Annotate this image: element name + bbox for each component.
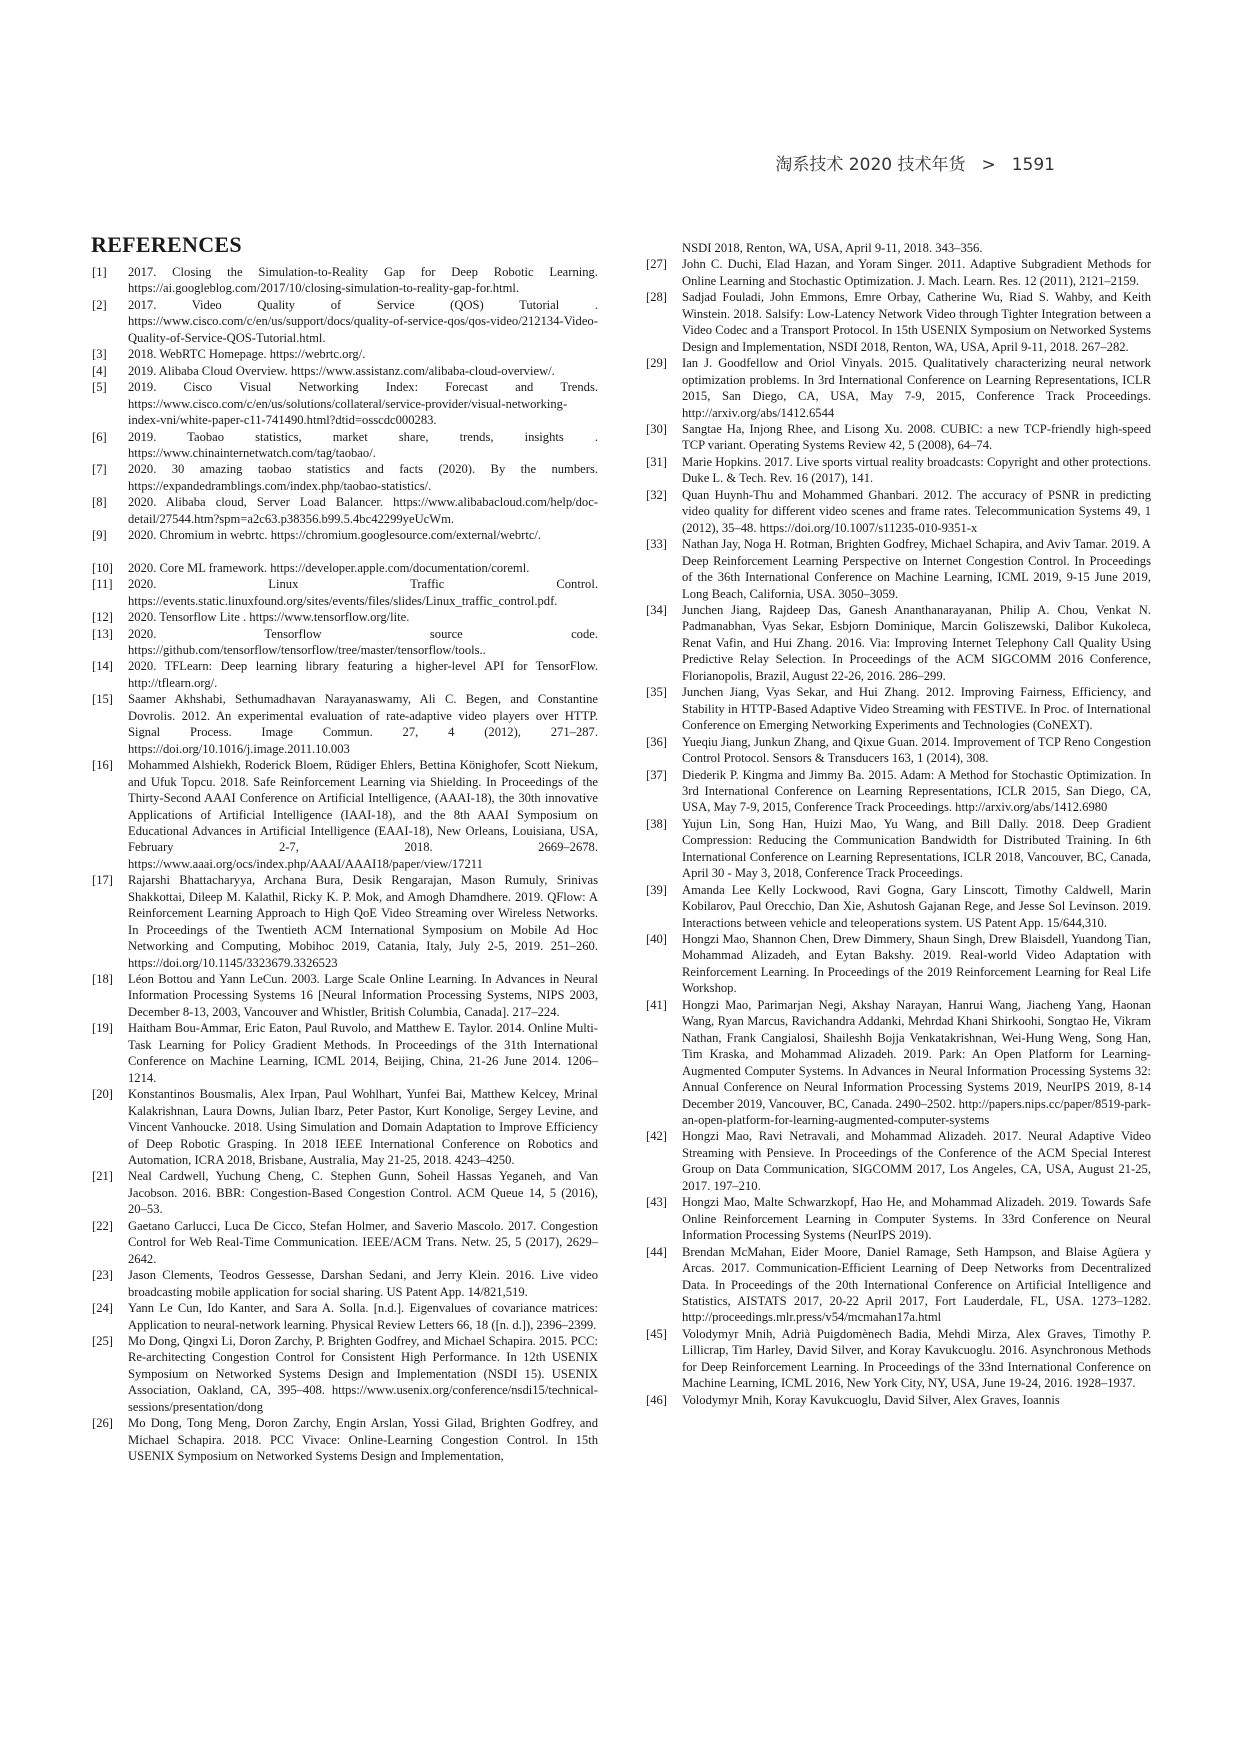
reference-number: [27] [646,257,667,272]
reference-number: [13] [92,626,113,641]
reference-text: Gaetano Carlucci, Luca De Cicco, Stefan Holmer, and Saverio Mascolo. 2017. Congestion Control for Web Real-Time Communication. IEEE/ACM Trans. Netw. 25, 5 (2017), 2629–2642. [128,1218,598,1266]
references-heading: REFERENCES [91,232,242,257]
reference-text: 2020. Tensorflow Lite . https://www.tensorflow.org/lite. [128,610,410,625]
reference-item [646,421,1151,454]
reference-number: [39] [646,882,667,897]
reference-item [92,1168,598,1217]
references-left-column [92,264,598,1465]
reference-text: Konstantinos Bousmalis, Alex Irpan, Paul Wohlhart, Yunfei Bai, Matthew Kelcey, Mrinal Kalakrishnan, Laura Downs, Julian Ibarz, Peter Pastor, Kurt Konolige, Sergey Levine, and Vincent Vanhoucke. 2018. Using Simulation and Domain Adaptation to Improve Efficiency of Deep Robotic Grasping. In 2018 IEEE International Conference on Robotics and Automation, ICRA 2018, Brisbane, Australia, May 21-25, 2018. 4243–4250. [128,1087,598,1168]
reference-text: Nathan Jay, Noga H. Rotman, Brighten Godfrey, Michael Schapira, and Aviv Tamar. 2019. A Deep Reinforcement Learning Perspective on Internet Congestion Control. In Proceedings of the 36th International Conference on Machine Learning, ICML 2019, 9-15 June 2019, Long Beach, California, USA. 3050–3059. [682,537,1151,601]
reference-item [646,487,1151,536]
reference-number: [32] [646,487,667,502]
reference-item [646,1326,1151,1392]
reference-number: [5] [92,380,107,395]
reference-text: Mohammed Alshiekh, Roderick Bloem, Rüdiger Ehlers, Bettina Könighofer, Scott Niekum, and Ufuk Topcu. 2018. Safe Reinforcement Learning via Shielding. In Proceedings of the Thirty-Second AAAI Conference on Artificial Intelligence, (AAAI-18), the 30th innovative Applications of Artificial Intelligence (IAAI-18), and the 8th AAAI Symposium on Educational Advances in Artificial Intelligence (EAAI-18), New Orleans, Louisiana, USA, February 2-7, 2018. 2669–2678. https://www.aaai.org/ocs/index.php/AAAI/AAAI18/paper/view/17211 [128,758,598,871]
reference-text: John C. Duchi, Elad Hazan, and Yoram Singer. 2011. Adaptive Subgradient Methods for Online Learning and Stochastic Optimization. J. Mach. Learn. Res. 12 (2011), 2121–2159. [682,257,1151,288]
reference-number: [6] [92,429,107,444]
reference-number: [34] [646,602,667,617]
reference-number: [22] [92,1218,113,1233]
reference-text: Hongzi Mao, Ravi Netravali, and Mohammad Alizadeh. 2017. Neural Adaptive Video Streaming with Pensieve. In Proceedings of the Conference of the ACM Special Interest Group on Data Communication, SIGCOMM 2017, Los Angeles, CA, USA, August 21-25, 2017. 197–210. [682,1129,1151,1193]
reference-item [646,997,1151,1129]
reference-text: 2018. WebRTC Homepage. https://webrtc.org/. [128,347,366,362]
reference-text: Léon Bottou and Yann LeCun. 2003. Large Scale Online Learning. In Advances in Neural Information Processing Systems 16 [Neural Information Processing Systems, NIPS 2003, December 8-13, 2003, Vancouver and Whistler, British Columbia, Canada]. 217–224. [128,972,598,1019]
reference-item [646,1194,1151,1243]
reference-item [92,346,598,362]
reference-item [92,626,598,659]
reference-item [92,691,598,757]
reference-item [92,1415,598,1464]
reference-text: Yann Le Cun, Ido Kanter, and Sara A. Solla. [n.d.]. Eigenvalues of covariance matrices: Application to neural-network learning. Physical Review Letters 66, 18 ([n. d.]), 2396–2399. [128,1301,598,1332]
reference-item [92,264,598,297]
reference-number: [21] [92,1169,113,1184]
reference-item [92,609,598,625]
reference-text: 2019. Alibaba Cloud Overview. https://www.assistanz.com/alibaba-cloud-overview/. [128,363,555,378]
reference-item [92,576,598,609]
reference-number: [17] [92,873,113,888]
reference-text: Volodymyr Mnih, Adrià Puigdomènech Badia, Mehdi Mirza, Alex Graves, Timothy P. Lillicrap, Tim Harley, David Silver, and Koray Kavukcuoglu. 2016. Asynchronous Methods for Deep Reinforcement Learning. In Proceedings of the 33nd International Conference on Machine Learning, ICML 2016, New York City, NY, USA, June 19-24, 2016. 1928–1937. [682,1326,1151,1391]
reference-number: [23] [92,1268,113,1283]
reference-item [646,454,1151,487]
reference-text: Saamer Akhshabi, Sethumadhavan Narayanaswamy, Ali C. Begen, and Constantine Dovrolis. 2012. An experimental evaluation of rate-adaptive video players over HTTP. Signal Process. Image Commun. 27, 4 (2012), 271–287. https://doi.org/10.1016/j.image.2011.10.003 [128,692,598,756]
reference-number: [11] [92,577,113,592]
reference-text: Mo Dong, Tong Meng, Doron Zarchy, Engin Arslan, Yossi Gilad, Brighten Godfrey, and Michael Schapira. 2018. PCC Vivace: Online-Learning Congestion Control. In 15th USENIX Symposium on Networked Systems Design and Implementation, [128,1416,598,1464]
reference-text: 2017. Video Quality of Service (QOS) Tutorial . https://www.cisco.com/c/en/us/support/docs/quality-of-service-qos/qos-video/212134-Video-Quality-of-Service-QOS-Tutorial.html. [128,297,598,345]
reference-item [646,256,1151,289]
reference-text: Ian J. Goodfellow and Oriol Vinyals. 2015. Qualitatively characterizing neural network optimization problems. In 3rd International Conference on Learning Representations, ICLR 2015, San Diego, CA, USA, May 7-9, 2015, Conference Track Proceedings. http://arxiv.org/abs/1412.6544 [682,356,1151,420]
reference-text: 2020. TFLearn: Deep learning library featuring a higher-level API for TensorFlow. http://tflearn.org/. [128,659,598,690]
reference-item [646,734,1151,767]
reference-text: Junchen Jiang, Vyas Sekar, and Hui Zhang. 2012. Improving Fairness, Efficiency, and Stability in HTTP-Based Adaptive Video Streaming with FESTIVE. In Proc. of International Conference on Emerging Networking Experiments and Technologies (CoNEXT). [682,685,1151,733]
reference-number: [46] [646,1392,667,1407]
reference-item [92,872,598,971]
reference-number: [26] [92,1416,113,1431]
reference-item [646,1128,1151,1194]
reference-item [92,1020,598,1086]
reference-text: Diederik P. Kingma and Jimmy Ba. 2015. Adam: A Method for Stochastic Optimization. In 3rd International Conference on Learning Representations, ICLR 2015, San Diego, CA, USA, May 7-9, 2015, Conference Track Proceedings. http://arxiv.org/abs/1412.6980 [682,767,1151,815]
reference-number: [2] [92,297,107,312]
reference-number: [31] [646,454,667,469]
reference-number: [30] [646,421,667,436]
reference-number: [28] [646,290,667,305]
reference-number: [9] [92,528,107,543]
reference-text: Rajarshi Bhattacharyya, Archana Bura, Desik Rengarajan, Mason Rumuly, Srinivas Shakkottai, Dileep M. Kalathil, Ricky K. P. Mok, and Amogh Dhamdhere. 2019. QFlow: A Reinforcement Learning Approach to High QoE Video Streaming over Wireless Networks. In Proceedings of the Twentieth ACM International Symposium on Mobile Ad Hoc Networking and Computing, Mobihoc 2019, Catania, Italy, July 2-5, 2019. 251–260. https://doi.org/10.1145/3323679.3326523 [128,873,598,970]
reference-item [92,560,598,576]
reference-item [92,297,598,346]
reference-item [92,494,598,527]
reference-item [92,379,598,428]
reference-number: [37] [646,767,667,782]
references-right-column [646,240,1151,1408]
reference-text: Yujun Lin, Song Han, Huizi Mao, Yu Wang, and Bill Dally. 2018. Deep Gradient Compression: Reducing the Communication Bandwidth for Distributed Training. In 6th International Conference on Learning Representations, ICLR 2018, Vancouver, BC, Canada, April 30 - May 3, 2018, Conference Track Proceedings. [682,816,1151,881]
reference-item [92,363,598,379]
reference-item [646,816,1151,882]
reference-text: Yueqiu Jiang, Junkun Zhang, and Qixue Guan. 2014. Improvement of TCP Reno Congestion Control Protocol. Sensors & Transducers 163, 1 (2014), 308. [682,734,1151,766]
reference-text: Marie Hopkins. 2017. Live sports virtual reality broadcasts: Copyright and other protections. Duke L. & Tech. Rev. 16 (2017), 141. [682,454,1151,486]
reference-number: [10] [92,560,113,575]
reference-item [92,757,598,872]
reference-number: [14] [92,659,113,674]
reference-number: [38] [646,816,667,831]
reference-item [646,536,1151,602]
reference-text: Quan Huynh-Thu and Mohammed Ghanbari. 2012. The accuracy of PSNR in predicting video quality for different video scenes and frame rates. Telecommunication Systems 49, 1 (2012), 35–48. https://doi.org/10.1007/s11235-010-9351-x [682,487,1151,535]
reference-number: [35] [646,685,667,700]
reference-item [92,658,598,691]
reference-item [646,1244,1151,1326]
reference-item [92,1086,598,1168]
reference-number: [25] [92,1334,113,1348]
reference-number: [7] [92,462,107,477]
reference-text: Hongzi Mao, Shannon Chen, Drew Dimmery, Shaun Singh, Drew Blaisdell, Yuandong Tian, Mohammad Alizadeh, and Eytan Bakshy. 2019. Real-world Video Adaptation with Reinforcement Learning. In Proceedings of the 2019 Reinforcement Learning for Real Life Workshop. [682,932,1151,996]
reference-number: [41] [646,997,667,1012]
reference-text: Haitham Bou-Ammar, Eric Eaton, Paul Ruvolo, and Matthew E. Taylor. 2014. Online Multi-Task Learning for Policy Gradient Methods. In Proceedings of the 31th International Conference on Machine Learning, ICML 2014, Beijing, China, 21-26 June 2014. 1206–1214. [128,1021,598,1085]
reference-number: [4] [92,363,107,378]
reference-text: 2020. Tensorflow source code. https://github.com/tensorflow/tensorflow/tree/master/tensorflow/tools.. [128,626,598,657]
reference-item [92,1267,598,1300]
references-right-list [646,256,1151,1408]
reference-continuation: NSDI 2018, Renton, WA, USA, April 9-11, 2018. 343–356. [682,241,983,255]
reference-text: 2020. Chromium in webrtc. https://chromium.googlesource.com/external/webrtc/. [128,528,542,543]
reference-text: 2020. 30 amazing taobao statistics and facts (2020). By the numbers. https://expandedramblings.com/index.php/taobao-statistics/. [128,462,598,493]
reference-item [92,1300,598,1333]
reference-number: [36] [646,734,667,749]
reference-item [646,931,1151,997]
book-title: 淘系技术 2020 技术年货 [775,155,966,175]
reference-text: Junchen Jiang, Rajdeep Das, Ganesh Ananthanarayanan, Philip A. Chou, Venkat N. Padmanabhan, Vyas Sekar, Esbjorn Dominique, Marcin Goliszewski, Dalibor Kukoleca, Renat Vafin, and Hui Zhang. 2016. Via: Improving Internet Telephony Call Quality Using Predictive Relay Selection. In Proceedings of the ACM SIGCOMM 2016 Conference, Florianopolis, Brazil, August 22-26, 2016. 286–299. [682,602,1151,683]
reference-number: [43] [646,1195,667,1210]
reference-text: Mo Dong, Qingxi Li, Doron Zarchy, P. Brighten Godfrey, and Michael Schapira. 2015. PCC: Re-architecting Congestion Control for Consistent High Performance. In 12th USENIX Symposium on Networked Systems Design and Implementation (NSDI 15). USENIX Association, Oakland, CA, 395–408. https://www.usenix.org/conference/nsdi15/technical-sessions/presentation/dong [128,1334,598,1414]
reference-text: Volodymyr Mnih, Koray Kavukcuoglu, David Silver, Alex Graves, Ioannis [682,1392,1060,1407]
reference-text: Brendan McMahan, Eider Moore, Daniel Ramage, Seth Hampson, and Blaise Agüera y Arcas. 2017. Communication-Efficient Learning of Deep Networks from Decentralized Data. In Proceedings of the 20th International Conference on Artificial Intelligence and Statistics, AISTATS 2017, 20-22 April 2017, Fort Lauderdale, FL, USA. 1273–1282. http://proceedings.mlr.press/v54/mcmahan17a.html [682,1244,1151,1325]
reference-number: [20] [92,1087,113,1102]
reference-text: 2020. Alibaba cloud, Server Load Balancer. https://www.alibabacloud.com/help/doc-detail/27544.htm?spm=a2c63.p38356.b99.5.4bc42299yeUcWm. [128,495,598,526]
reference-item [92,1218,598,1267]
reference-number: [3] [92,347,107,362]
reference-number: [42] [646,1129,667,1144]
reference-number: [1] [92,265,107,279]
reference-item [92,527,598,543]
page-number: 1591 [1011,155,1055,175]
reference-item [646,767,1151,816]
reference-item [646,355,1151,421]
reference-text: Jason Clements, Teodros Gessesse, Darshan Sedani, and Jerry Klein. 2016. Live video broadcasting mobile application for social sharing. US Patent App. 14/821,519. [128,1268,598,1299]
reference-item [92,971,598,1020]
reference-text: 2017. Closing the Simulation-to-Reality Gap for Deep Robotic Learning. https://ai.googleblog.com/2017/10/closing-simulation-to-reality-gap-for.html. [128,265,598,296]
reference-number: [44] [646,1244,667,1259]
reference-number: [15] [92,692,113,707]
reference-number: [45] [646,1326,667,1341]
reference-text: 2019. Taobao statistics, market share, trends, insights . https://www.chinainternetwatch.com/tag/taobao/. [128,429,598,460]
reference-item [646,1392,1151,1408]
reference-number: [8] [92,495,107,510]
reference-item [646,602,1151,684]
reference-number: [29] [646,356,667,371]
reference-number: [19] [92,1021,113,1036]
reference-item [92,1333,598,1415]
reference-item [92,461,598,494]
reference-number: [24] [92,1301,113,1316]
reference-number: [12] [92,610,113,625]
reference-number: [18] [92,972,113,987]
header-separator: > [981,155,996,175]
reference-text: Hongzi Mao, Parimarjan Negi, Akshay Narayan, Hanrui Wang, Jiacheng Yang, Haonan Wang, Ryan Marcus, Ravichandra Addanki, Mehrdad Khani Shirkoohi, Songtao He, Vikram Nathan, Frank Cangialosi, Shaileshh Bojja Venkatakrishnan, Wei-Hung Weng, Song Han, Tim Kraska, and Mohammad Alizadeh. 2019. Park: An Open Platform for Learning-Augmented Computer Systems. In Advances in Neural Information Processing Systems 32: Annual Conference on Neural Information Processing Systems 2019, NeurIPS 2019, 8-14 December 2019, Vancouver, BC, Canada. 2490–2502. http://papers.nips.cc/paper/8519-park-an-open-platform-for-learning-augmented-computer-systems [682,997,1151,1128]
page-header [775,150,1055,175]
reference-number: [16] [92,758,113,773]
reference-text: Hongzi Mao, Malte Schwarzkopf, Hao He, and Mohammad Alizadeh. 2019. Towards Safe Online Reinforcement Learning in Computer Systems. In 33rd Conference on Neural Information Processing Systems (NeurIPS 2019). [682,1195,1151,1243]
reference-text: Sadjad Fouladi, John Emmons, Emre Orbay, Catherine Wu, Riad S. Wahby, and Keith Winstein. 2018. Salsify: Low-Latency Network Video through Tighter Integration between a Video Codec and a Transport Protocol. In 15th USENIX Symposium on Networked Systems Design and Implementation, NSDI 2018, Renton, WA, USA, April 9-11, 2018. 267–282. [682,290,1151,354]
reference-number: [33] [646,537,667,552]
reference-text: 2020. Linux Traffic Control. https://events.static.linuxfound.org/sites/events/files/slides/Linux_traffic_control.pdf. [128,577,598,608]
reference-text: 2019. Cisco Visual Networking Index: Forecast and Trends. https://www.cisco.com/c/en/us/solutions/collateral/service-provider/visual-networking-index-vni/white-paper-c11-741490.html?dtid=osscdc000283. [128,380,598,428]
reference-text: Amanda Lee Kelly Lockwood, Ravi Gogna, Gary Linscott, Timothy Caldwell, Marin Kobilarov, Paul Orecchio, Dan Xie, Ashutosh Gajanan Rege, and Jesse Sol Levinson. 2019. Interactions between vehicle and teleoperations system. US Patent App. 15/644,310. [682,882,1151,930]
reference-item [92,429,598,462]
reference-item [646,882,1151,931]
reference-number: [40] [646,932,667,947]
reference-text: Neal Cardwell, Yuchung Cheng, C. Stephen Gunn, Soheil Hassas Yeganeh, and Van Jacobson. 2016. BBR: Congestion-Based Congestion Control. ACM Queue 14, 5 (2016), 20–53. [128,1169,598,1217]
reference-item [646,684,1151,733]
reference-text: Sangtae Ha, Injong Rhee, and Lisong Xu. 2008. CUBIC: a new TCP-friendly high-speed TCP variant. Operating Systems Review 42, 5 (2008), 64–74. [682,421,1151,453]
reference-text: 2020. Core ML framework. https://developer.apple.com/documentation/coreml. [128,560,530,575]
reference-item [646,289,1151,355]
